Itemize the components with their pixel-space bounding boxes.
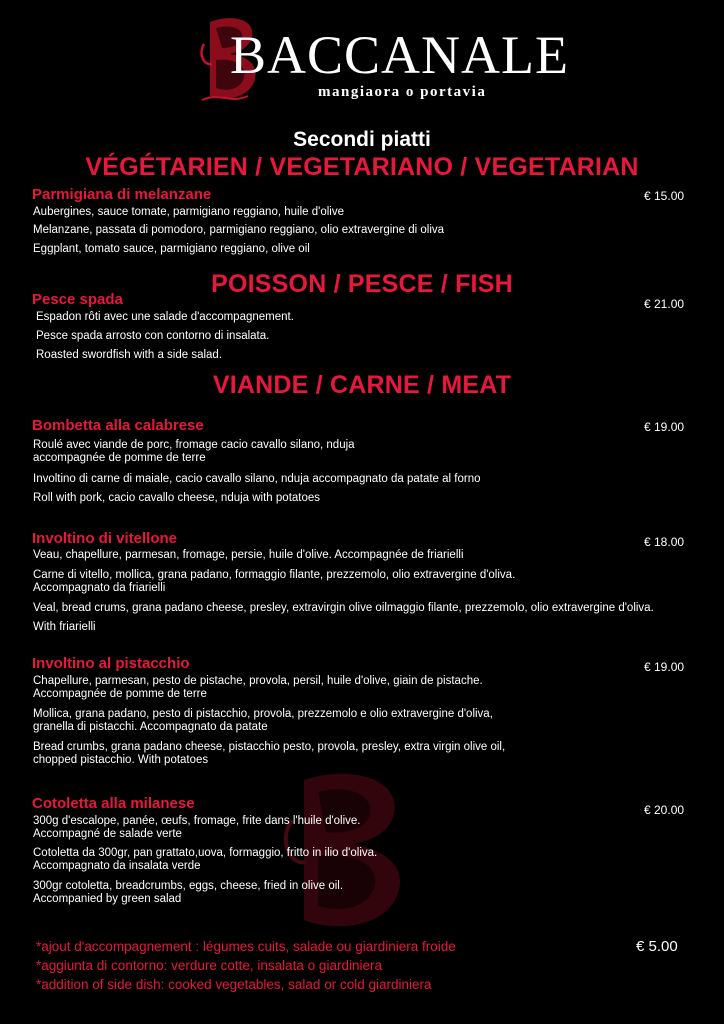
dish-price: € 18.00 xyxy=(644,535,685,549)
dish-name: Parmigiana di melanzane xyxy=(32,186,212,203)
page-title: Secondi piatti xyxy=(293,128,431,151)
dish-desc-fr: Roulé avec viande de porc, fromage cacio cavallo silano, nduja accompagnée de pomme de terre xyxy=(33,439,355,464)
dish-desc-fr: Chapellure, parmesan, pesto de pistache, provola, persil, huile d'olive, giain de pistache. Accompagnée de pomme de terre xyxy=(33,675,483,700)
section-title-fish: POISSON / PESCE / FISH xyxy=(211,270,513,298)
dish-desc-en: Bread crumbs, grana padano cheese, pistacchio pesto, provola, presley, extra virgin olive oil, chopped pistacchio. With potatoes xyxy=(33,741,506,766)
side-dish-note-fr: *ajout d'accompagnement : légumes cuits, salade ou giardiniera froide xyxy=(36,939,456,954)
dish-desc-fr: 300g d'escalope, panée, œufs, fromage, frite dans l'huile d'olive. Accompagné de salade verte xyxy=(33,815,361,840)
dish-desc-it: Involtino di carne di maiale, cacio cavallo silano, nduja accompagnato da patate al forno xyxy=(33,473,481,485)
dish-desc-en: Eggplant, tomato sauce, parmigiano reggiano, olive oil xyxy=(33,243,310,255)
dish-desc-en-cont: With friarielli xyxy=(33,621,96,633)
dish-name: Pesce spada xyxy=(32,291,123,308)
section-title-meat: VIANDE / CARNE / MEAT xyxy=(212,371,512,399)
dish-name: Cotoletta alla milanese xyxy=(32,795,195,812)
dish-price: € 19.00 xyxy=(644,420,685,434)
dish-desc-fr: Espadon rôti avec une salade d'accompagnement. xyxy=(36,311,294,323)
brand-tagline: mangiaora o portavia xyxy=(318,84,487,100)
dish-price: € 15.00 xyxy=(644,189,685,203)
dish-desc-it: Pesce spada arrosto con contorno di insalata. xyxy=(36,330,270,342)
side-dish-note-it: *aggiunta di contorno: verdure cotte, insalata o giardiniera xyxy=(36,958,382,973)
dish-desc-it: Melanzane, passata di pomodoro, parmigiano reggiano, olio extravergine di oliva xyxy=(33,224,445,236)
dish-price: € 20.00 xyxy=(644,803,685,817)
brand-logo xyxy=(200,14,570,104)
dish-desc-fr: Veau, chapellure, parmesan, fromage, persie, huile d'olive. Accompagnée de friarielli xyxy=(33,549,464,561)
side-dish-price: € 5.00 xyxy=(636,938,678,955)
dish-desc-en: Veal, bread crums, grana padano cheese, presley, extravirgin olive oilmaggio filante, prezzemolo, olio extravergine d'oliva. xyxy=(33,602,654,614)
dish-price: € 21.00 xyxy=(644,297,685,311)
dish-desc-en: Roasted swordfish with a side salad. xyxy=(36,349,223,361)
dish-desc-en: Roll with pork, cacio cavallo cheese, nduja with potatoes xyxy=(33,492,321,504)
dish-desc-it: Mollica, grana padano, pesto di pistacchio, provola, prezzemolo e olio extravergine d'oliva, granella di pistacchi. Accompagnato da patate xyxy=(33,708,493,733)
brand-name: BACCANALE xyxy=(230,25,570,85)
dish-desc-it: Carne di vitello, mollica, grana padano, formaggio filante, prezzemolo, olio extravergine d'oliva. Accompagnato da friarielli xyxy=(33,569,516,594)
dish-name: Involtino al pistacchio xyxy=(32,655,190,672)
dish-name: Bombetta alla calabrese xyxy=(32,417,204,434)
dish-price: € 19.00 xyxy=(644,660,685,674)
dish-desc-en: 300gr cotoletta, breadcrumbs, eggs, cheese, fried in olive oil. Accompanied by green salad xyxy=(33,880,344,905)
dish-desc-fr: Aubergines, sauce tomate, parmigiano reggiano, huile d'olive xyxy=(33,206,344,218)
section-title-vegetarian: VÉGÉTARIEN / VEGETARIANO / VEGETARIAN xyxy=(85,153,639,181)
side-dish-note-en: *addition of side dish: cooked vegetables, salad or cold giardiniera xyxy=(36,977,432,992)
dish-name: Involtino di vitellone xyxy=(32,530,178,547)
dish-desc-it: Cotoletta da 300gr, pan grattato,uova, formaggio, fritto in ilio d'oliva. Accompagnato da insalata verde xyxy=(33,847,378,872)
